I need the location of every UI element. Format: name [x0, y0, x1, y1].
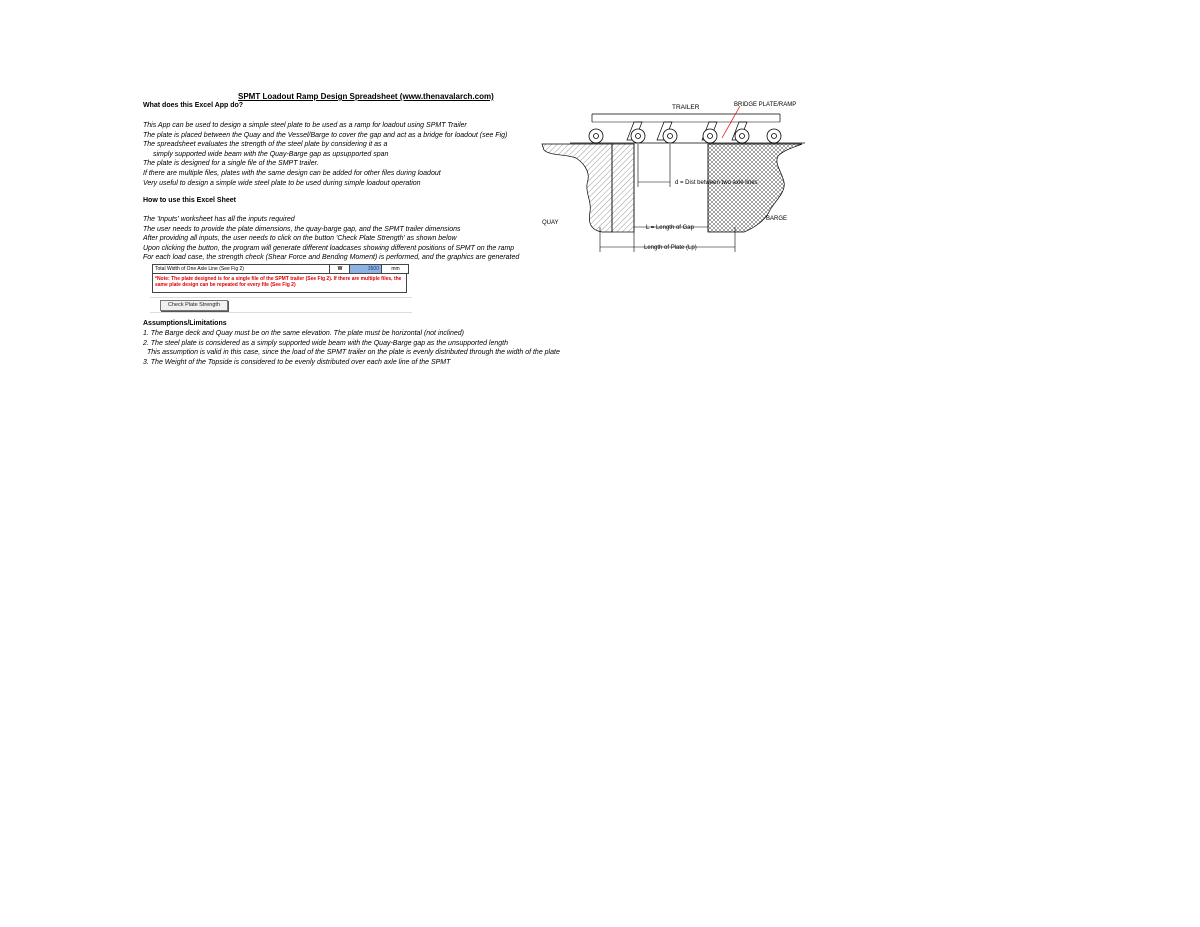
section-assumptions-text [143, 329, 560, 367]
text-line: The plate is designed for a single file of the SMPT trailer. [143, 160, 319, 168]
text-line: 1. The Barge deck and Quay must be on the same elevation. The plate must be horizontal (not inclined) [143, 330, 465, 337]
excel-input-snippet [150, 264, 412, 314]
text-line: The plate is placed between the Quay and the Vessel/Barge to cover the gap and act as a bridge for loadout (see Fig) [143, 131, 508, 139]
grid-line [150, 297, 412, 298]
input-row-label: Total Width of One Axle Line (See Fig 2) [155, 266, 244, 272]
section-what-text [143, 121, 507, 188]
barge-label: BARGE [766, 216, 788, 222]
input-row-symbol: W [329, 265, 350, 273]
section-heading-how: How to use this Excel Sheet [143, 197, 236, 204]
quay-wall [612, 144, 634, 232]
bridge-plate-label: BRIDGE PLATE/RAMP [734, 102, 797, 108]
barge-shape [708, 144, 802, 232]
page-title: SPMT Loadout Ramp Design Spreadsheet (www.thenavalarch.com) [238, 92, 494, 101]
quay-label: QUAY [542, 220, 559, 226]
text-line: simply supported wide beam with the Quay-Barge gap as upsupported span [153, 150, 389, 158]
text-line: If there are multiple files, plates with the same design can be added for other files during loadout [143, 169, 441, 177]
section-how-text [143, 215, 519, 263]
note-text: *Note: The plate designed is for a single file of the SPMT trailer (See Fig 2). If there are multiple files, the same plate design can be repeated for every file (See Fig 2) [152, 273, 407, 293]
text-line: This App can be used to design a simple steel plate to be used as a ramp for loadout using SPMT Trailer [143, 122, 467, 129]
quay-shape [542, 144, 612, 232]
input-row-value: 3500 [349, 265, 381, 273]
wheels [589, 129, 781, 143]
text-line: For each load case, the strength check (Shear Force and Bending Moment) is performed, and the graphics are generated [143, 254, 520, 262]
text-line: Very useful to design a simple wide steel plate to be used during simple loadout operation [143, 179, 421, 187]
section-heading-assumptions: Assumptions/Limitations [143, 320, 227, 327]
text-line: The 'Inputs' worksheet has all the inputs required [143, 216, 295, 223]
text-line: This assumption is valid in this case, since the load of the SPMT trailer on the plate is evenly distributed through the width of the plate [147, 349, 560, 357]
input-row-unit: mm [381, 265, 409, 273]
axle-distance-label: d = Dist between two axle lines [675, 180, 758, 186]
loadout-ramp-diagram [530, 92, 810, 257]
gap-length-label: L = Length of Gap [646, 225, 694, 231]
text-line: The spreadsheet evaluates the strength of the steel plate by considering it as a [143, 141, 388, 149]
trailer-label: TRAILER [672, 104, 700, 111]
section-heading-what: What does this Excel App do? [143, 102, 244, 109]
loadout-ramp-figure [530, 92, 810, 262]
text-line: 2. The steel plate is considered as a simply supported wide beam with the Quay-Barge gap as the unsupported length [143, 339, 508, 347]
text-line: 3. The Weight of the Topside is considered to be evenly distributed over each axle line of the SPMT [143, 358, 451, 366]
text-line: Upon clicking the button, the program will generate different loadcases showing different positions of SPMT on the ramp [143, 244, 515, 252]
text-line: After providing all inputs, the user needs to click on the button 'Check Plate Strength' as shown below [143, 235, 457, 243]
grid-line [150, 312, 412, 313]
text-line: The user needs to provide the plate dimensions, the quay-barge gap, and the SPMT trailer dimensions [143, 225, 461, 233]
check-plate-strength-button[interactable]: Check Plate Strength [160, 300, 228, 311]
plate-length-label: Length of Plate (Lp) [644, 245, 697, 251]
